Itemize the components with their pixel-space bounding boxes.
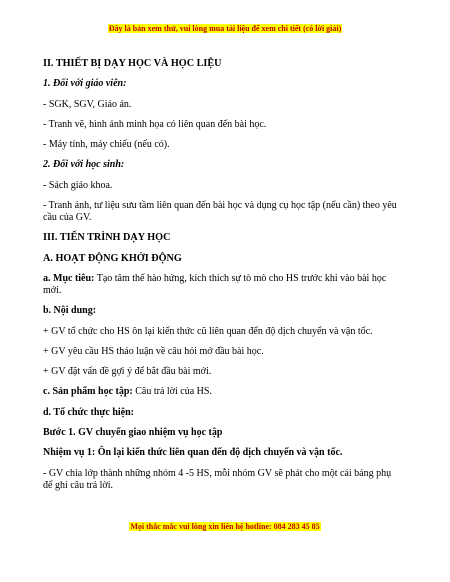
task-1-title: Nhiệm vụ 1: Ôn lại kiến thức liên quan đến độ dịch chuyển và vận tốc. <box>43 447 343 459</box>
organize-label: d. Tổ chức thực hiện: <box>43 406 134 418</box>
preview-notice-text: Đây là bản xem thử, vui lòng mua tài liệu để xem chi tiết (có lời giải) <box>108 24 342 33</box>
task-1-text: - GV chia lớp thành những nhóm 4 -5 HS, mỗi nhóm GV sẽ phát cho một cái bảng phụ <box>43 467 392 479</box>
task-1-text-continued: để ghi câu trả lời. <box>43 479 113 491</box>
step-1-title: Bước 1. GV chuyển giao nhiệm vụ học tập <box>43 427 223 439</box>
goal-text-continued: mới. <box>43 284 62 296</box>
product-line <box>43 386 413 398</box>
hotline-footer-banner <box>0 522 450 531</box>
preview-notice-banner <box>0 24 450 33</box>
student-item: - Tranh ảnh, tư liệu sưu tầm liên quan đến bài học và dụng cụ học tập (nếu cần) theo yêu <box>43 200 397 212</box>
section-3-title: III. TIẾN TRÌNH DẠY HỌC <box>43 232 171 244</box>
teacher-item: - Máy tính, máy chiếu (nếu có). <box>43 139 170 151</box>
content-label: b. Nội dung: <box>43 305 97 317</box>
teacher-heading: 1. Đối với giáo viên: <box>43 78 127 90</box>
teacher-item: - SGK, SGV, Giáo án. <box>43 98 132 110</box>
content-item: + GV tổ chức cho HS ôn lại kiến thức cũ liên quan đến độ dịch chuyển và vận tốc. <box>43 325 373 337</box>
goal-text: Tạo tâm thế hào hứng, kích thích sự tò mò cho HS trước khi vào bài học <box>94 272 387 284</box>
student-item: - Sách giáo khoa. <box>43 179 113 191</box>
hotline-text: Mọi thắc mắc vui lòng xin liên hệ hotline: 084 283 45 85 <box>130 522 320 531</box>
product-label: c. Sản phẩm học tập: <box>43 386 133 398</box>
section-2-title: II. THIẾT BỊ DẠY HỌC VÀ HỌC LIỆU <box>43 58 222 69</box>
student-item-continued: cầu của GV. <box>43 212 92 224</box>
goal-label: a. Mục tiêu: <box>43 272 95 284</box>
activity-a-title: A. HOẠT ĐỘNG KHỞI ĐỘNG <box>43 252 182 264</box>
document-body <box>43 58 413 500</box>
content-item: + GV đặt vấn đề gợi ý để bắt đầu bài mới. <box>43 366 212 378</box>
content-item: + GV yêu cầu HS thảo luận về câu hỏi mở đầu bài học. <box>43 345 264 357</box>
goal-line <box>43 273 413 285</box>
product-text: Câu trả lời của HS. <box>132 386 212 398</box>
teacher-item: - Tranh vẽ, hình ảnh minh họa có liên quan đến bài học. <box>43 118 267 130</box>
student-heading: 2. Đối với học sinh: <box>43 159 125 171</box>
